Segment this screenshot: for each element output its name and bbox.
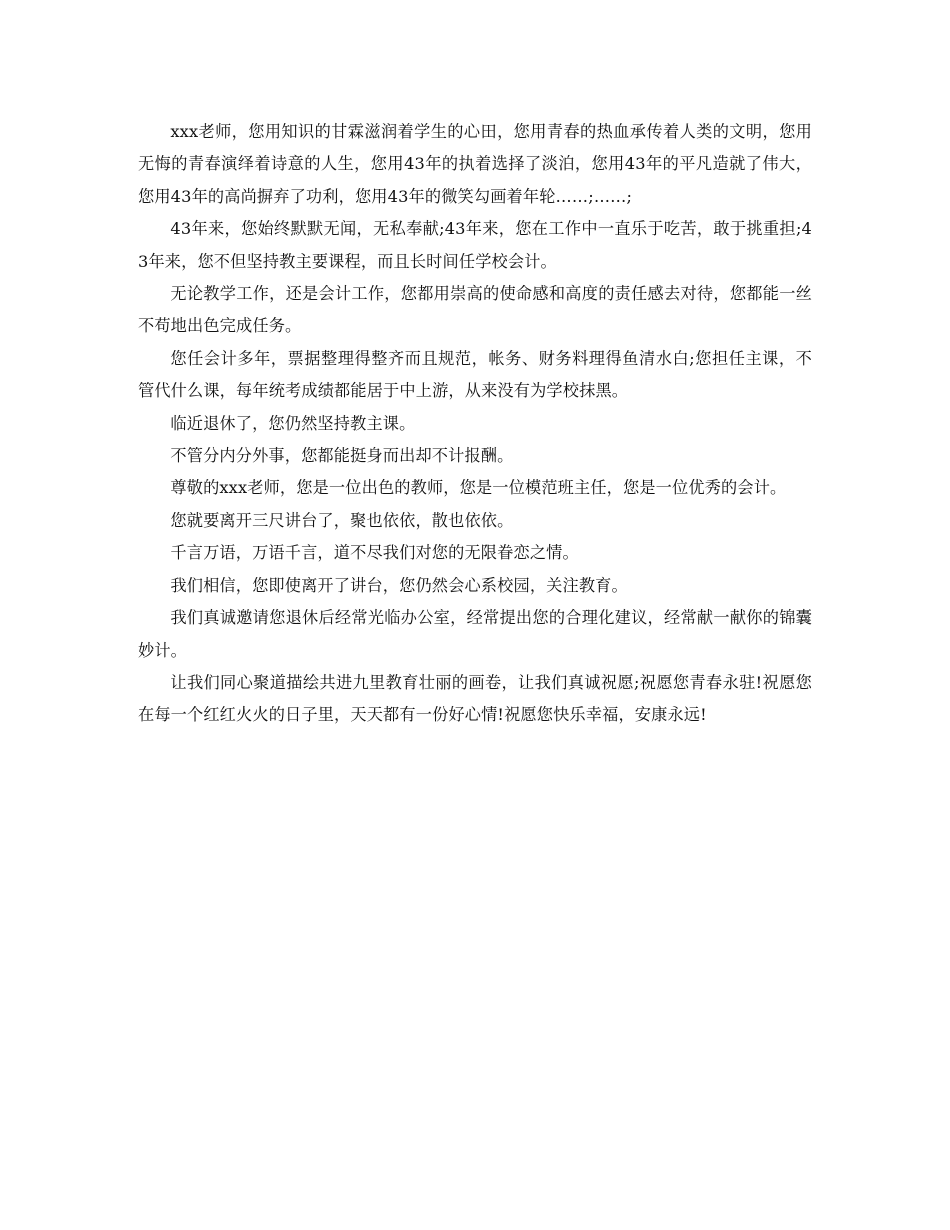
paragraph-8: 您就要离开三尺讲台了，聚也依依，散也依依。 [170,510,514,530]
paragraph-2: 43年来，您始终默默无闻，无私奉献;43年来，您在工作中一直乐于吃苦，敢于挑重担;43年来，您不但坚持教主要课程，而且长时间任学校会计。 [138,219,812,271]
paragraph-5: 临近退休了，您仍然坚持教主课。 [170,413,416,433]
paragraph-12: 让我们同心聚道描绘共进九里教育壮丽的画卷，让我们真诚祝愿;祝愿您青春永驻!祝愿您在每一个红红火火的日子里，天天都有一份好心情!祝愿您快乐幸福，安康永远! [138,672,812,725]
paragraph-4: 您任会计多年，票据整理得整齐而且规范，帐务、财务料理得鱼清水白;您担任主课，不管代什么课，每年统考成绩都能居于中上游，从来没有为学校抹黑。 [138,348,812,401]
paragraph-11: 我们真诚邀请您退休后经常光临办公室，经常提出您的合理化建议，经常献一献你的锦囊妙计。 [138,608,812,660]
document-body [138,116,812,732]
paragraph-3: 无论教学工作，还是会计工作，您都用崇高的使命感和高度的责任感去对待，您都能一丝不苟地出色完成任务。 [138,284,812,336]
paragraph-6: 不管分内分外事，您都能挺身而出却不计报酬。 [170,446,514,466]
paragraph-7: 尊敬的xxx老师，您是一位出色的教师，您是一位模范班主任，您是一位优秀的会计。 [170,478,787,498]
paragraph-1: xxx老师，您用知识的甘霖滋润着学生的心田，您用青春的热血承传着人类的文明，您用无悔的青春演绎着诗意的人生，您用43年的执着选择了淡泊，您用43年的平凡造就了伟大，您用43年的高尚摒弃了功利，您用43年的微笑勾画着年轮……;……; [138,122,812,206]
paragraph-10: 我们相信，您即使离开了讲台，您仍然会心系校园，关注教育。 [170,575,628,595]
paragraph-9: 千言万语，万语千言，道不尽我们对您的无限眷恋之情。 [170,543,579,563]
